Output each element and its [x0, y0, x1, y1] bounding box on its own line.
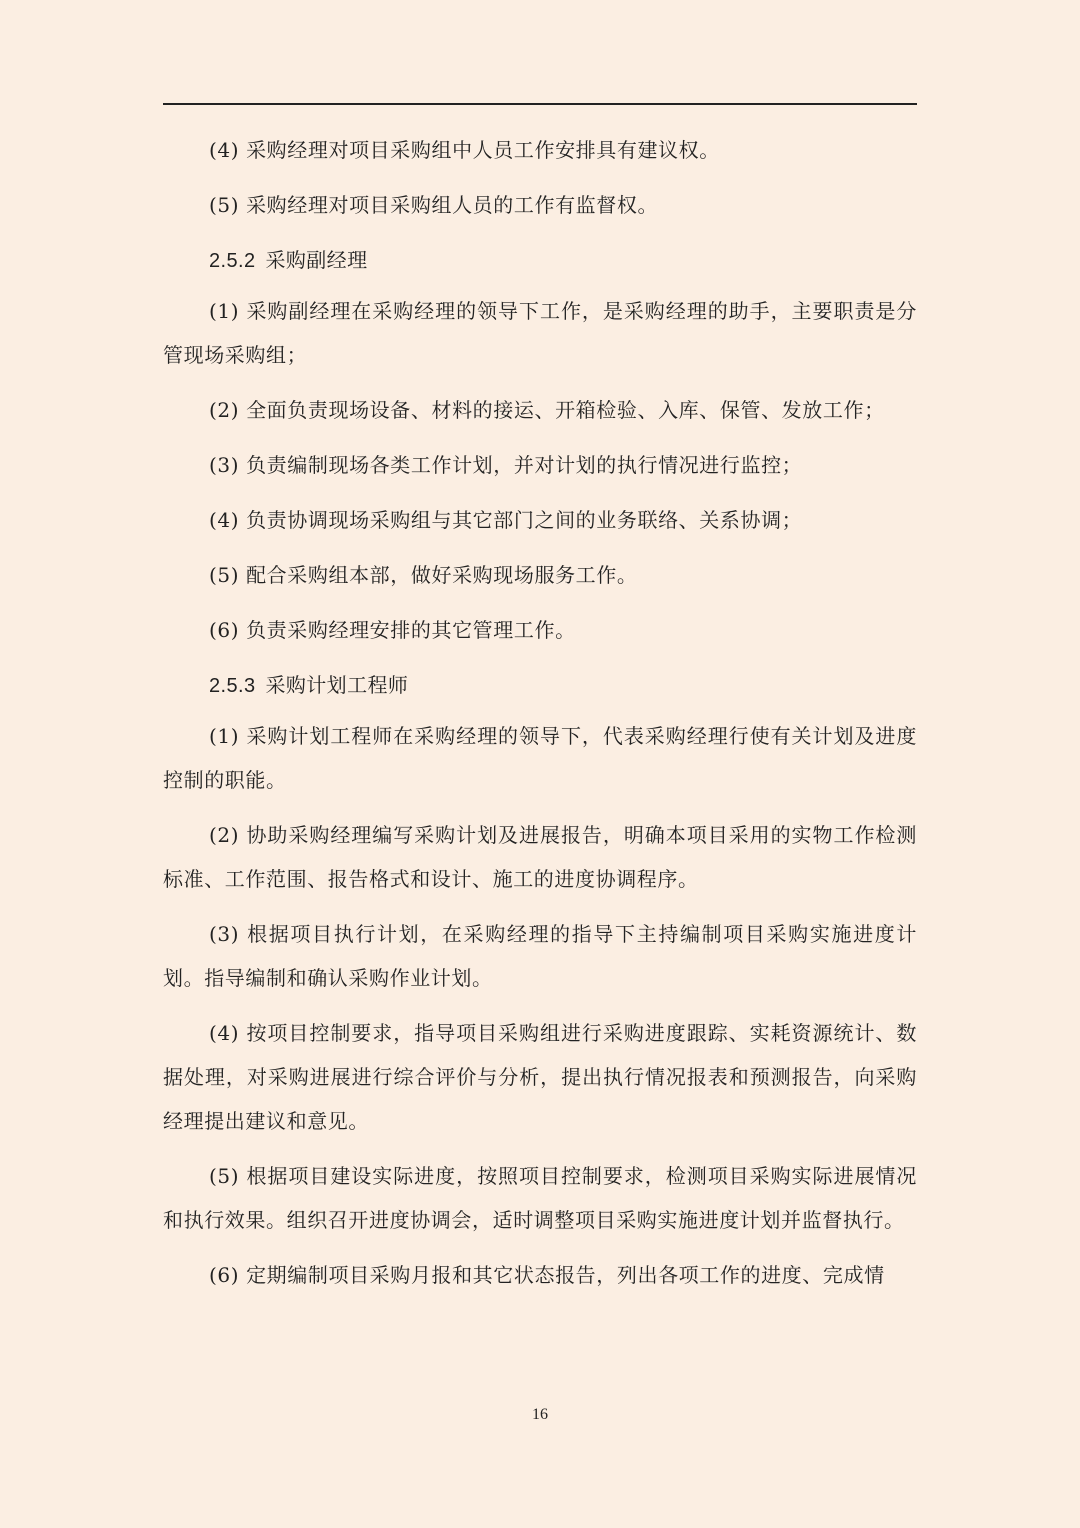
section-title: 采购计划工程师: [265, 673, 409, 697]
section-number: 2.5.3: [209, 675, 256, 697]
paragraph: (1) 采购副经理在采购经理的领导下工作，是采购经理的助手，主要职责是分管现场采购组；: [163, 299, 917, 367]
paragraph: (4) 采购经理对项目采购组中人员工作安排具有建议权。: [209, 138, 720, 162]
section-number: 2.5.2: [209, 250, 256, 272]
paragraph: (4) 按项目控制要求，指导项目采购组进行采购进度跟踪、实耗资源统计、数据处理，对采购进展进行综合评价与分析，提出执行情况报表和预测报告，向采购经理提出建议和意见。: [163, 1021, 917, 1133]
paragraph: (3) 负责编制现场各类工作计划，并对计划的执行情况进行监控；: [209, 453, 803, 477]
paragraph: (5) 配合采购组本部，做好采购现场服务工作。: [209, 563, 638, 587]
paragraph: (3) 根据项目执行计划，在采购经理的指导下主持编制项目采购实施进度计划。指导编制和确认采购作业计划。: [163, 922, 917, 990]
page-body: [163, 128, 917, 1308]
section-heading: [163, 238, 917, 283]
page-number: 16: [532, 1406, 548, 1423]
paragraph: (6) 负责采购经理安排的其它管理工作。: [209, 618, 576, 642]
header-rule: [163, 103, 917, 105]
paragraph: (2) 协助采购经理编写采购计划及进展报告，明确本项目采用的实物工作检测标准、工作范围、报告格式和设计、施工的进度协调程序。: [163, 823, 917, 891]
section-heading: [163, 663, 917, 708]
paragraph: (2) 全面负责现场设备、材料的接运、开箱检验、入库、保管、发放工作；: [209, 398, 885, 422]
paragraph: (1) 采购计划工程师在采购经理的领导下，代表采购经理行使有关计划及进度控制的职能。: [163, 724, 917, 792]
paragraph: (4) 负责协调现场采购组与其它部门之间的业务联络、关系协调；: [209, 508, 803, 532]
section-title: 采购副经理: [265, 248, 368, 272]
paragraph: (6) 定期编制项目采购月报和其它状态报告，列出各项工作的进度、完成情: [209, 1263, 885, 1287]
paragraph: (5) 根据项目建设实际进度，按照项目控制要求，检测项目采购实际进展情况和执行效果。组织召开进度协调会，适时调整项目采购实施进度计划并监督执行。: [163, 1164, 917, 1232]
paragraph: (5) 采购经理对项目采购组人员的工作有监督权。: [209, 193, 659, 217]
